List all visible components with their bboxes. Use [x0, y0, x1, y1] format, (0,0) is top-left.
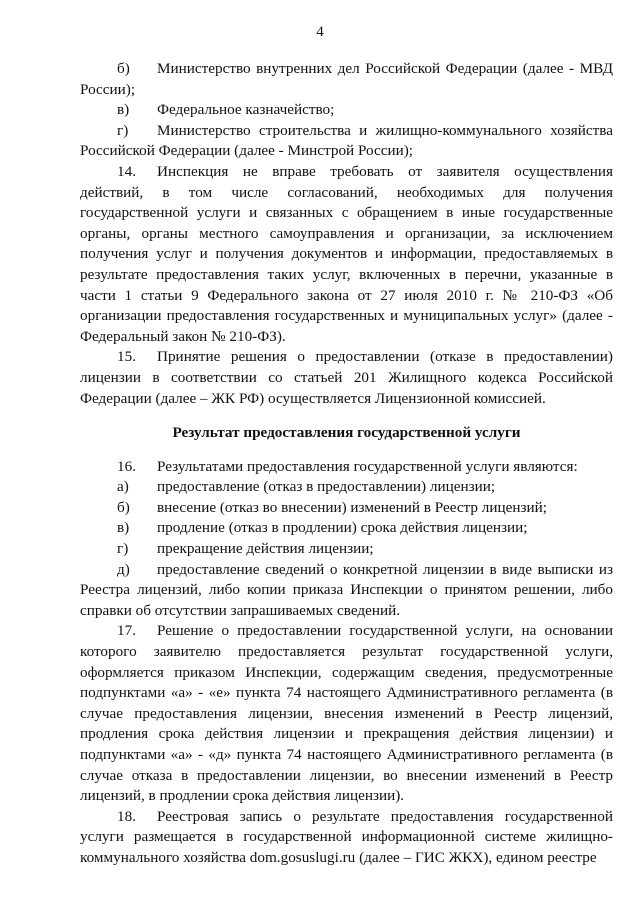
- section-heading: Результат предоставления государственной услуги: [172, 424, 521, 442]
- paragraph: [80, 162, 613, 347]
- paragraph: [80, 457, 613, 478]
- paragraph-marker: 18.: [117, 807, 136, 825]
- paragraph-text: Инспекция не вправе требовать от заявителя осуществления действий, в том числе согласований, необходимых для получения государственной услуги и связанных с обращением в иные государственные органы, органы местного самоуправления и организации, за исключением получения услуг и получения документов и информации, предоставляемых в результате предоставления таких услуг, включенных в перечни, указанные в части 1 статьи 9 Федерального закона от 27 июля 2010 г. № 210-ФЗ «Об организации предоставления государственных и муниципальных услуг» (далее - Федеральный закон № 210-ФЗ).: [80, 162, 613, 345]
- paragraph-marker: в): [117, 101, 130, 119]
- paragraphs-block-2: [80, 457, 613, 869]
- paragraph: [80, 539, 613, 560]
- page-number: 4: [316, 24, 324, 40]
- paragraph-marker: 16.: [117, 457, 136, 475]
- paragraph-marker: г): [117, 540, 129, 558]
- paragraph-marker: 14.: [117, 162, 136, 180]
- paragraph: [80, 498, 613, 519]
- paragraph-marker: 17.: [117, 622, 136, 640]
- document-body: [80, 59, 613, 869]
- paragraph-marker: а): [117, 478, 129, 496]
- paragraph-marker: в): [117, 519, 130, 537]
- paragraphs-block-1: [80, 59, 613, 409]
- paragraph: [80, 477, 613, 498]
- paragraph-text: Министерство внутренних дел Российской Федерации (далее - МВД России);: [80, 60, 613, 98]
- paragraph-text: Реестровая запись о результате предоставления государственной услуги размещается в государственной информационной системе жилищно-коммунального хозяйства dom.gosuslugi.ru (далее – ГИС ЖКХ), едином реестре: [80, 807, 613, 866]
- paragraph: [80, 621, 613, 806]
- paragraph-text: Решение о предоставлении государственной услуги, на основании которого заявителю предоставляется результат государственной услуги, оформляется приказом Инспекции, содержащим сведения, предусмотренные подпунктами «а» - «е» пункта 74 настоящего Административного регламента (в случае предоставления лицензии, внесения изменений в Реестр лицензий, продления срока действия лицензии и прекращения действия лицензии) и подпунктами «а» - «д» пункта 74 настоящего Административного регламента (в случае отказа в предоставлении лицензии, во внесении изменений в Реестр лицензий, в продлении срока действия лицензии).: [80, 622, 613, 805]
- paragraph-text: Принятие решения о предоставлении (отказе в предоставлении) лицензии в соответствии со статьей 201 Жилищного кодекса Российской Федерации (далее – ЖК РФ) осуществляется Лицензионной комиссией.: [80, 348, 613, 407]
- paragraph-marker: д): [117, 560, 130, 578]
- paragraph-marker: б): [117, 498, 130, 516]
- paragraph-text: Федеральное казначейство;: [157, 101, 335, 119]
- paragraph-marker: б): [117, 60, 130, 77]
- paragraph: [80, 518, 613, 539]
- paragraph-text: предоставление сведений о конкретной лицензии в виде выписки из Реестра лицензий, либо копии приказа Инспекции о принятом решении, либо справки об отсутствии запрашиваемых сведений.: [80, 560, 613, 619]
- paragraph-text: Министерство строительства и жилищно-коммунального хозяйства Российской Федерации (далее - Минстрой России);: [80, 121, 613, 160]
- paragraph-marker: г): [117, 121, 129, 139]
- paragraph-text: предоставление (отказ в предоставлении) лицензии;: [157, 478, 496, 496]
- paragraph: [80, 59, 613, 100]
- paragraph: [80, 347, 613, 409]
- paragraph-marker: 15.: [117, 348, 136, 366]
- paragraph-text: прекращение действия лицензии;: [157, 540, 374, 558]
- paragraph-text: внесение (отказ во внесении) изменений в Реестр лицензий;: [157, 498, 547, 516]
- paragraph: [80, 807, 613, 869]
- paragraph-text: продление (отказ в продлении) срока действия лицензии;: [157, 519, 528, 537]
- paragraph: [80, 100, 613, 121]
- paragraph: [80, 560, 613, 622]
- paragraph-text: Результатами предоставления государственной услуги являются:: [157, 457, 578, 475]
- paragraph: [80, 121, 613, 162]
